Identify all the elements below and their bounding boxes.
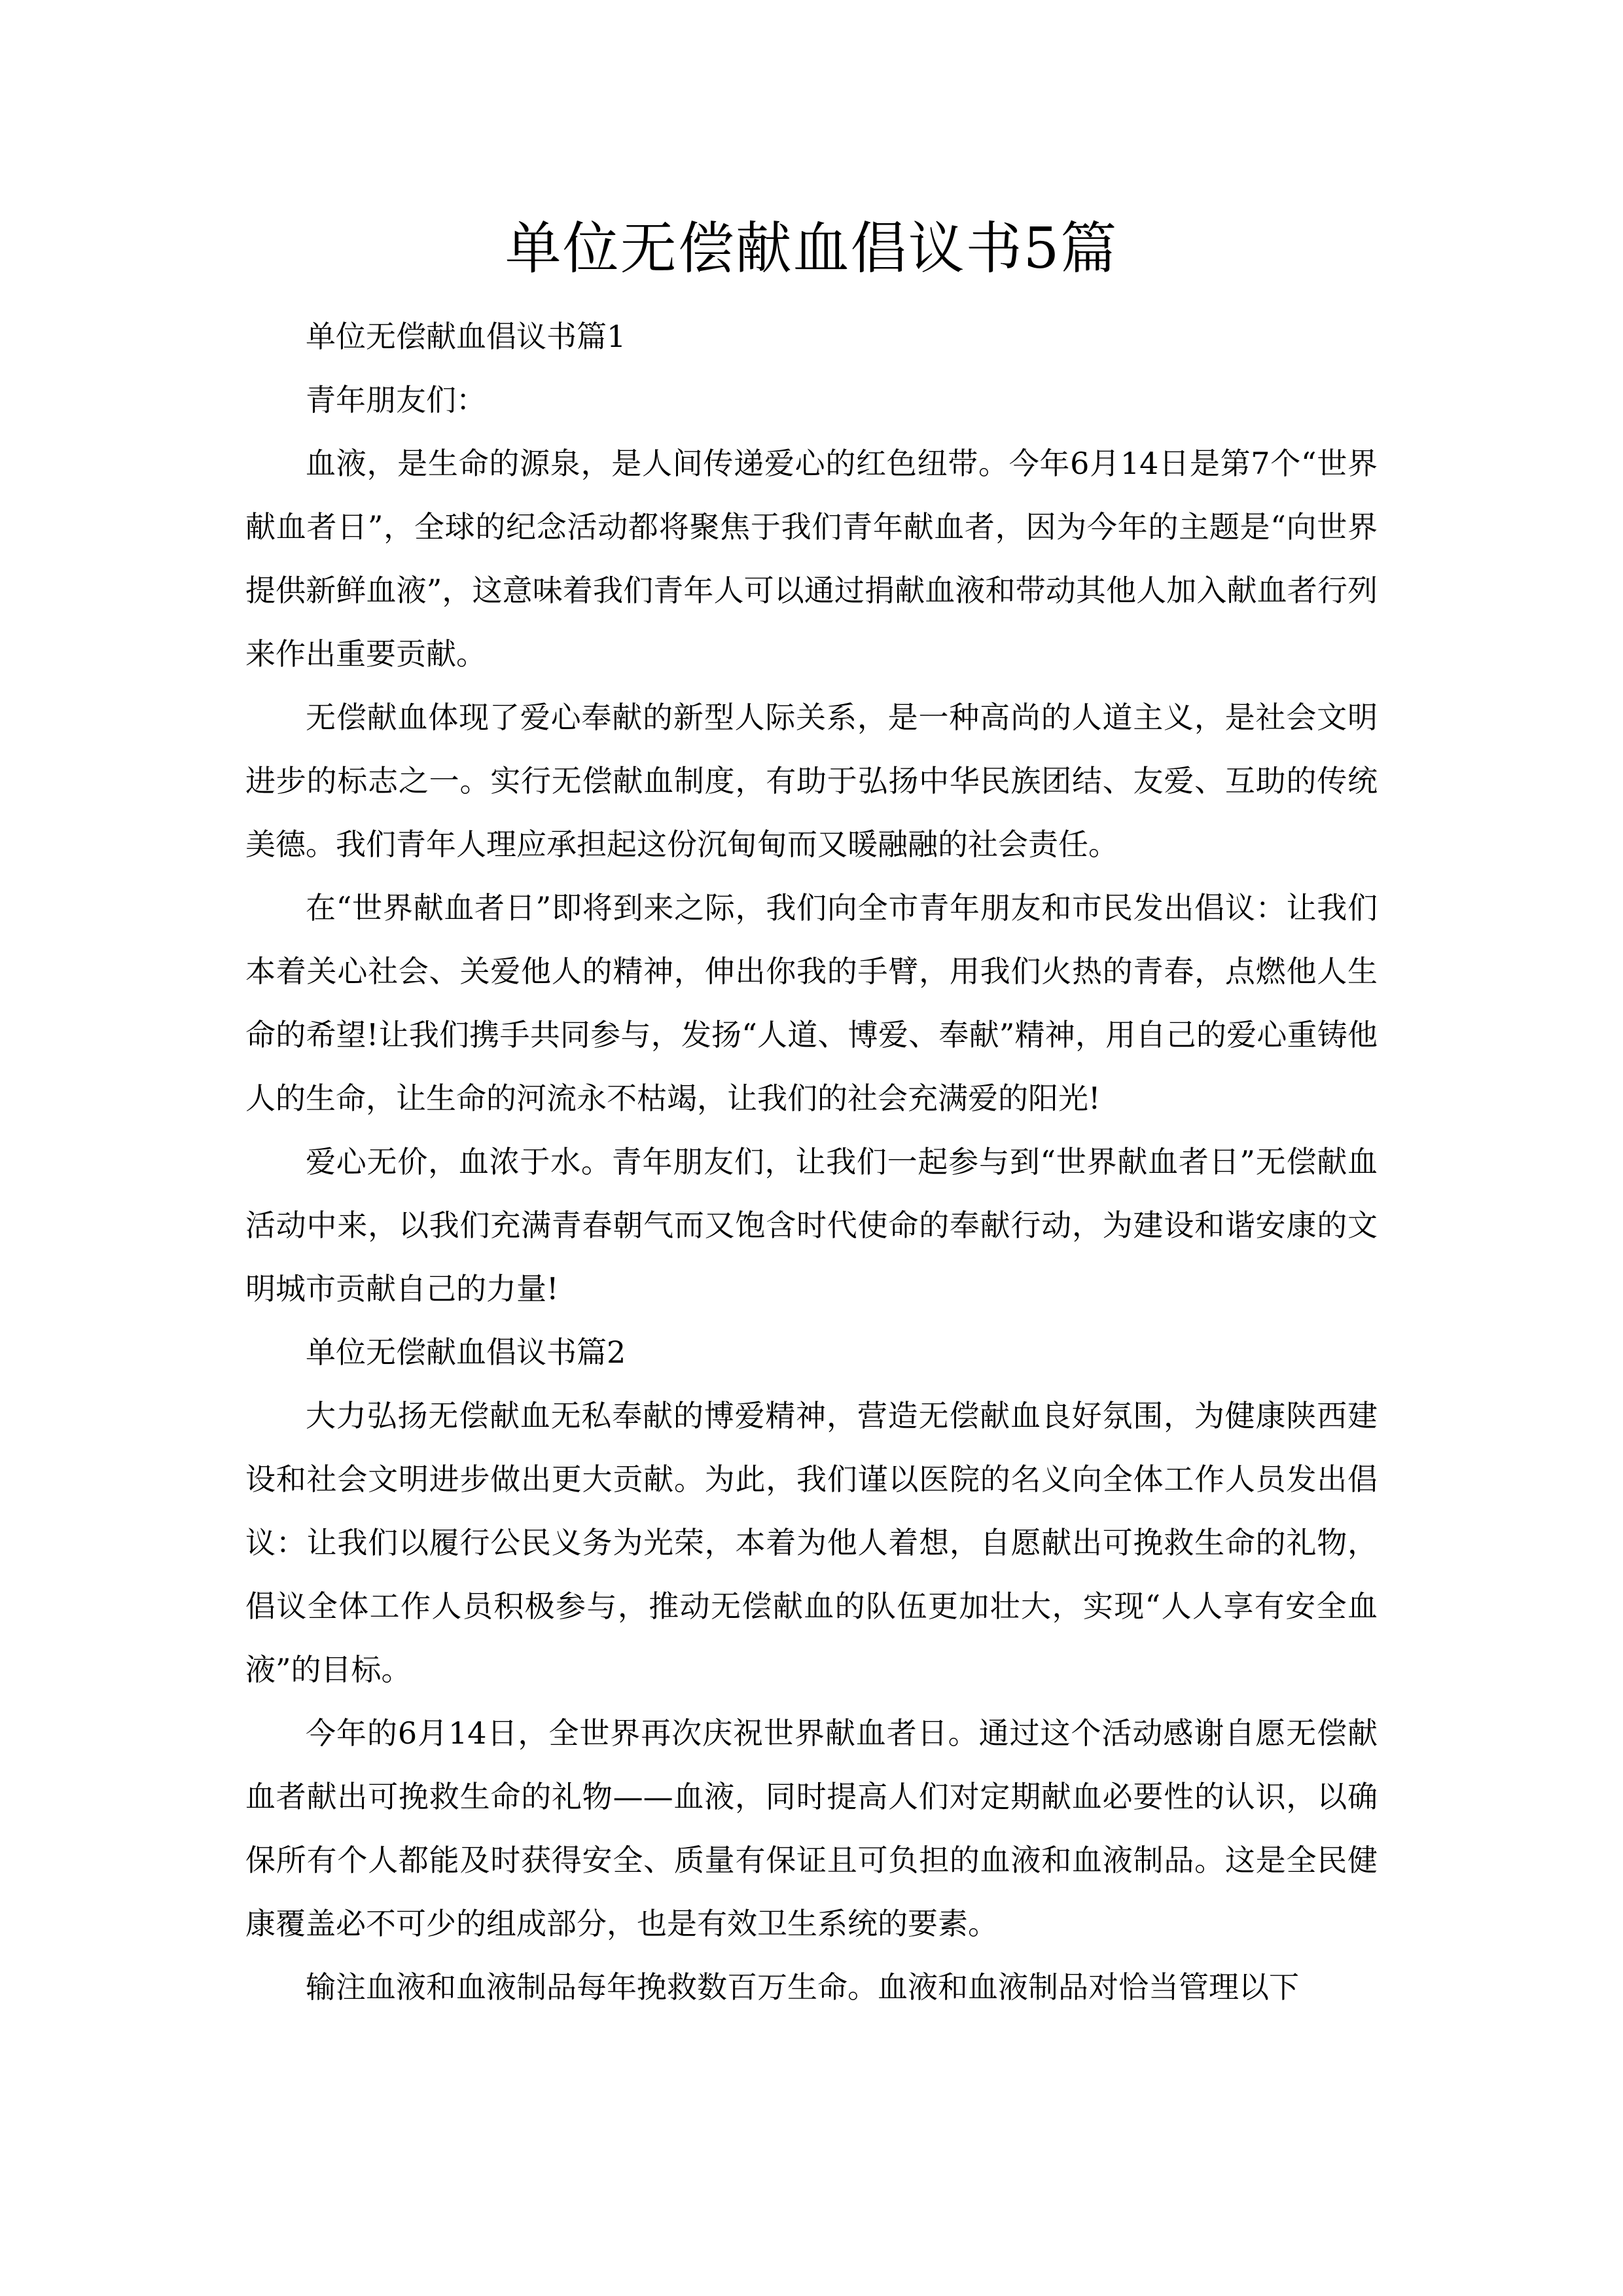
section-heading: 单位无偿献血倡议书篇2	[306, 1335, 626, 1370]
body-paragraph: 在“世界献血者日”即将到来之际，我们向全市青年朋友和市民发出倡议：让我们本着关心社会、关爱他人的精神，伸出你我的手臂，用我们火热的青春，点燃他人生命的希望!让我们携手共同参与，发扬“人道、博爱、奉献”精神，用自己的爱心重铸他人的生命，让生命的河流永不枯竭，让我们的社会充满爱的阳光!	[245, 890, 1378, 1116]
section-heading: 单位无偿献血倡议书篇1	[306, 319, 626, 354]
body-paragraph: 血液，是生命的源泉，是人间传递爱心的红色纽带。今年6月14日是第7个“世界献血者日”，全球的纪念活动都将聚焦于我们青年献血者，因为今年的主题是“向世界提供新鲜血液”，这意味着我们青年人可以通过捐献血液和带动其他人加入献血者行列来作出重要贡献。	[245, 446, 1378, 672]
body-paragraph: 大力弘扬无偿献血无私奉献的博爱精神，营造无偿献血良好氛围，为健康陕西建设和社会文明进步做出更大贡献。为此，我们谨以医院的名义向全体工作人员发出倡议：让我们以履行公民义务为光荣，本着为他人着想，自愿献出可挽救生命的礼物，倡议全体工作人员积极参与，推动无偿献血的队伍更加壮大，实现“人人享有安全血液”的目标。	[245, 1398, 1378, 1687]
salutation: 青年朋友们：	[306, 382, 486, 418]
body-paragraph: 输注血液和血液制品每年挽救数百万生命。血液和血液制品对恰当管理以下	[306, 1969, 1299, 2005]
document-title: 单位无偿献血倡议书5篇	[505, 216, 1118, 281]
body-paragraph: 今年的6月14日，全世界再次庆祝世界献血者日。通过这个活动感谢自愿无偿献血者献出可挽救生命的礼物——血液，同时提高人们对定期献血必要性的认识，以确保所有个人都能及时获得安全、质量有保证且可负担的血液和血液制品。这是全民健康覆盖必不可少的组成部分，也是有效卫生系统的要素。	[245, 1715, 1378, 1941]
body-paragraph: 爱心无价，血浓于水。青年朋友们，让我们一起参与到“世界献血者日”无偿献血活动中来，以我们充满青春朝气而又饱含时代使命的奉献行动，为建设和谐安康的文明城市贡献自己的力量!	[245, 1144, 1378, 1306]
body-paragraph: 无偿献血体现了爱心奉献的新型人际关系，是一种高尚的人道主义，是社会文明进步的标志之一。实行无偿献血制度，有助于弘扬中华民族团结、友爱、互助的传统美德。我们青年人理应承担起这份沉甸甸而又暖融融的社会责任。	[245, 700, 1378, 862]
document-body	[245, 305, 1378, 2019]
